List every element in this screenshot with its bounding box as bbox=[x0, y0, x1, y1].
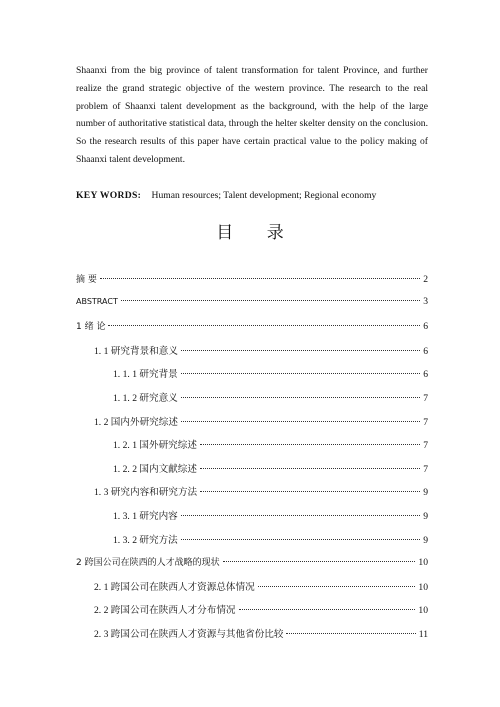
toc-entry-label: 2. 2 跨国公司在陕西人才分布情况 bbox=[94, 605, 236, 617]
toc-entry-label: 1. 2. 1 国外研究综述 bbox=[113, 440, 197, 452]
toc-entry-page: 2 bbox=[423, 274, 428, 285]
toc-entry[interactable] bbox=[76, 319, 428, 335]
toc-leader-dots bbox=[200, 491, 420, 492]
toc-entry-page: 7 bbox=[423, 416, 428, 428]
toc-entry[interactable] bbox=[76, 272, 428, 288]
toc-entry-page: 10 bbox=[418, 605, 428, 617]
toc-entry[interactable] bbox=[94, 602, 428, 618]
keywords-text: Human resources; Talent development; Regional economy bbox=[151, 190, 377, 201]
toc-entry-page: 7 bbox=[423, 440, 428, 452]
toc-entry-label: 1. 3. 2 研究方法 bbox=[113, 534, 178, 546]
toc-leader-dots bbox=[223, 561, 416, 562]
toc-entry[interactable] bbox=[113, 461, 428, 477]
toc-entry[interactable] bbox=[76, 296, 428, 312]
toc-leader-dots bbox=[181, 515, 420, 516]
toc-entry[interactable] bbox=[113, 390, 428, 406]
toc-leader-dots bbox=[258, 586, 416, 587]
toc-entry-label: 1. 1. 2 研究意义 bbox=[113, 393, 178, 404]
toc-entry-page: 7 bbox=[423, 393, 428, 404]
toc-leader-dots bbox=[181, 373, 420, 374]
toc-leader-dots bbox=[181, 397, 420, 398]
toc-leader-dots bbox=[100, 278, 420, 279]
toc-entry-label: 2. 1 跨国公司在陕西人才资源总体情况 bbox=[94, 581, 255, 593]
toc-entry[interactable] bbox=[94, 484, 428, 500]
toc-leader-dots bbox=[181, 539, 420, 540]
toc-entry-label: 1. 1. 1 研究背景 bbox=[113, 369, 178, 381]
toc-entry-label: 1. 1 研究背景和意义 bbox=[94, 345, 178, 357]
toc-entry-label: 1 绪 论 bbox=[76, 322, 106, 333]
toc-leader-dots bbox=[121, 300, 420, 301]
toc-entry-label: 1. 3. 1 研究内容 bbox=[113, 511, 178, 522]
toc-entry-page: 10 bbox=[418, 557, 428, 569]
toc-entry-page: 10 bbox=[418, 581, 428, 593]
toc-entry[interactable] bbox=[94, 579, 428, 595]
toc-entry-label: 1. 3 研究内容和研究方法 bbox=[94, 487, 198, 499]
toc-entry[interactable] bbox=[113, 532, 428, 548]
toc-entry-page: 6 bbox=[423, 345, 428, 357]
toc-entry-label: 2 跨国公司在陕西的人才战略的现状 bbox=[76, 558, 220, 569]
toc-leader-dots bbox=[286, 633, 415, 634]
toc-entry[interactable] bbox=[94, 626, 428, 642]
toc-entry-page: 6 bbox=[423, 369, 428, 381]
toc-entry-label: 1. 2 国内外研究综述 bbox=[94, 416, 178, 428]
toc-leader-dots bbox=[200, 468, 420, 469]
toc-entry[interactable] bbox=[94, 343, 428, 359]
toc-entry-page: 9 bbox=[423, 534, 428, 546]
toc-leader-dots bbox=[181, 421, 420, 422]
toc-entry-page: 9 bbox=[423, 511, 428, 522]
keywords-label: KEY WORDS: bbox=[76, 190, 142, 201]
toc-entry-label: 摘 要 bbox=[76, 275, 97, 285]
toc-entry-label: 1. 2. 2 国内文献综述 bbox=[113, 463, 197, 475]
toc-entry-label: ABSTRACT bbox=[76, 296, 118, 306]
toc-entry-page: 9 bbox=[423, 487, 428, 499]
abstract-paragraph: Shaanxi from the big province of talent transformation for talent Province, and further realize the grand strategic objective of the western province. The research to the real problem of Shaanxi talent development as the background, with the help of the large number of authoritative statistical data, through the helter skelter density on the conclusion. So the research results of this paper have certain practical value to the policy making of Shaanxi talent development. bbox=[76, 65, 428, 165]
toc-entry[interactable] bbox=[76, 555, 428, 571]
keywords-line bbox=[76, 190, 376, 201]
toc-entry-page: 6 bbox=[423, 321, 428, 333]
toc-leader-dots bbox=[181, 350, 420, 351]
toc-entry-page: 3 bbox=[423, 295, 428, 307]
toc-entry-label: 2. 3 跨国公司在陕西人才资源与其他省份比较 bbox=[94, 629, 284, 640]
toc-leader-dots bbox=[200, 444, 420, 445]
toc-entry[interactable] bbox=[113, 508, 428, 524]
toc-entry-page: 11 bbox=[418, 629, 428, 640]
toc-entry[interactable] bbox=[113, 437, 428, 453]
toc-entry-page: 7 bbox=[423, 463, 428, 475]
toc-leader-dots bbox=[108, 325, 420, 326]
toc-entry[interactable] bbox=[113, 366, 428, 382]
toc-title: 目 录 bbox=[216, 223, 298, 243]
toc-entry[interactable] bbox=[94, 414, 428, 430]
toc-leader-dots bbox=[239, 609, 416, 610]
